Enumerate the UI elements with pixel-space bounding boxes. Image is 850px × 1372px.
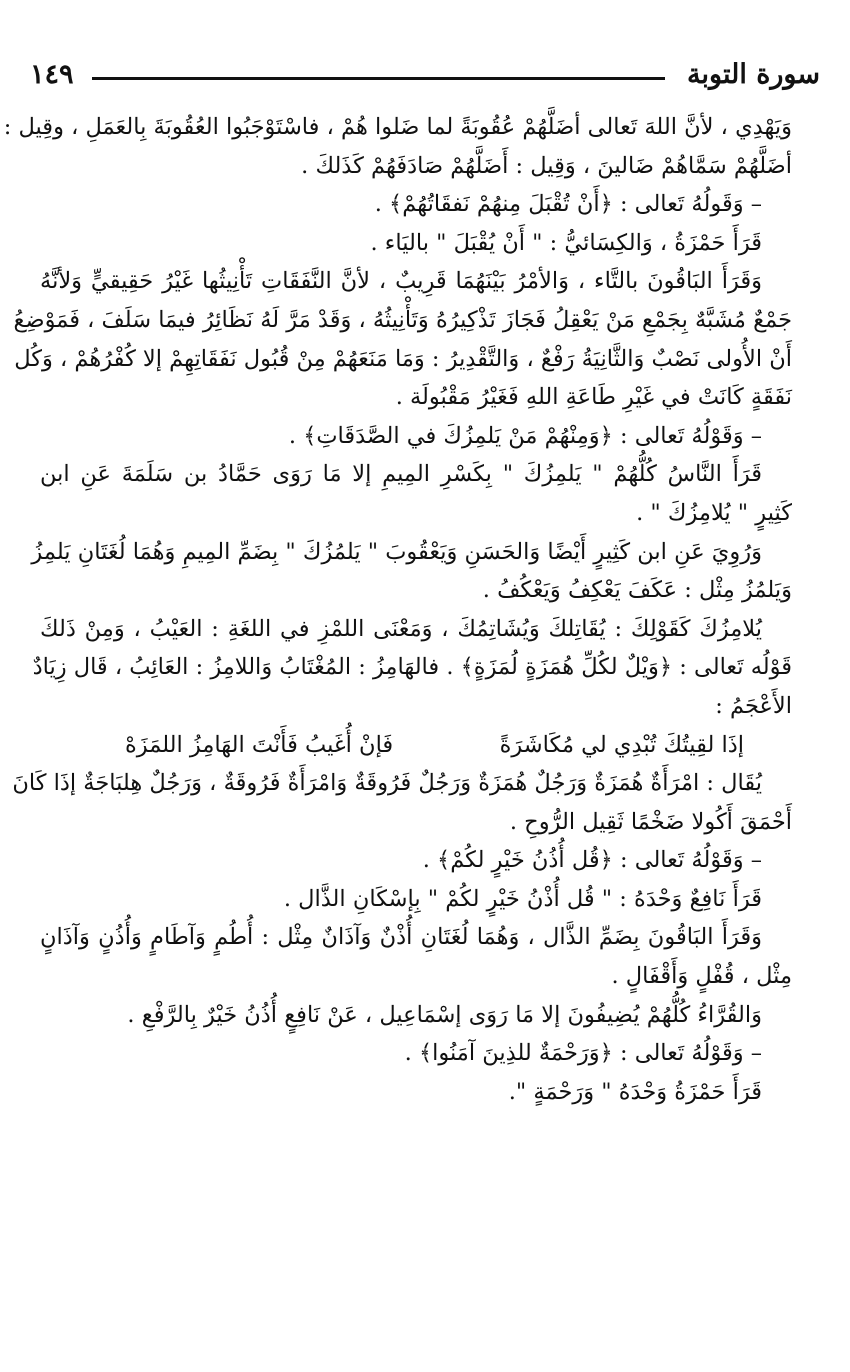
text-line: – وَقَولُهُ تَعالى : ﴿أَنْ تُقْبَلَ مِنهُمْ نَفقَاتُهُمْ﴾ .: [374, 191, 762, 218]
text-line: قَرَأَ حَمْزَةُ وَحْدَهُ " وَرَحْمَةٍ ".: [508, 1078, 762, 1105]
verse-second-hemistich: فَإنْ أُغَيبُ فَأَنْتَ الهَامِزُ اللمَزَهْ: [125, 731, 394, 758]
text-line: وَقَرَأَ البَاقُونَ بِضَمِّ الذَّال ، وَهُمَا لُغَتَانِ أُذْنٌ وَآذَانٌ مِثْل : أُطُمٍ وَآطَامٍ وَأُذُنٍ وَآذَانٍ: [40, 924, 762, 951]
text-line: – وَقَوْلُهُ تَعالى : ﴿قُل أُذُنُ خَيْرٍ لكُمْ﴾ .: [422, 847, 762, 874]
header-rule: [92, 77, 666, 80]
text-line: وَيَهْدِي ، لأنَّ اللهَ تَعالى أضَلَّهُمْ عُقُوبَةً لما ضَلوا هُمْ ، فاسْتَوْجَبُوا العُقُوبَةَ بِالعَمَلِ ، وقِيل :: [3, 114, 792, 140]
page-number: ١٤٩: [30, 58, 74, 90]
text-line: مِثْل ، قُفْلٍ وَأَقْفَالٍ .: [611, 963, 792, 990]
text-line: – وَقَوْلُهُ تَعالى : ﴿وَرَحْمَةٌ للذِينَ آمَنُوا﴾ .: [404, 1040, 762, 1067]
text-line: يُقَال : امْرَأَةٌ هُمَزَةٌ وَرَجُلٌ هُمَزَةٌ وَرَجُلٌ فَرُوقَةٌ وَامْرَأَةٌ فَرُوقَةٌ ، وَرَجُلٌ هِلبَاجَةٌ إذَا كَانَ: [12, 770, 762, 797]
text-line: أَحْمَقَ أَكُولا ضَخْمًا ثَقِيل الرُّوحِ .: [509, 808, 792, 835]
text-line: وَقَرَأَ البَاقُونَ بالتَّاء ، وَالأمْرُ بَيْنَهُمَا قَرِيبٌ ، لأنَّ النَّفَقَاتِ تَأْنِيثُها غَيْرُ حَقِيقيٍّ وَلأنَّهُ: [40, 268, 762, 295]
text-line: قَرَأَ حَمْزَةُ ، وَالكِسَائيُّ : " أَنْ يُقْبَلَ " باليَاء .: [370, 229, 762, 256]
surah-title: سورة التوبة: [687, 58, 820, 90]
text-line: أضَلَّهُمْ سَمَّاهُمْ ضَالينَ ، وَقِيل : أَضَلَّهُمْ صَادَفَهُمْ كَذَلكَ .: [301, 152, 792, 179]
text-line: الأَعْجَمُ :: [715, 692, 792, 719]
text-line: وَرُوِيَ عَنِ ابن كَثِيرٍ أَيْضًا وَالحَسَنِ وَيَعْقُوبَ " يَلمُزُكَ " بِضَمِّ المِيمِ وَهُمَا لُغَتَانِ يَلمِزُ: [31, 538, 762, 565]
poetry-verse: [40, 726, 792, 765]
text-line: كَثِيرٍ " يُلامِزُكَ " .: [636, 499, 792, 526]
text-line: – وَقَوْلُهُ تَعالى : ﴿وَمِنْهُمْ مَنْ يَلمِزُكَ في الصَّدَقَاتِ﴾ .: [288, 422, 762, 449]
running-head: [30, 52, 820, 96]
text-line: نَفَقَةٍ كَانَتْ في غَيْرِ طَاعَةِ اللهِ فَغَيْرُ مَقْبُولَة .: [395, 384, 792, 411]
body-text: [3, 108, 792, 1111]
text-line: جَمْعٌ مُشَبَّهٌ بِجَمْعِ مَنْ يَعْقِلُ فَجَازَ تَذْكِيرُهُ وَتَأْنِيثُهُ ، وَقَدْ مَرَّ لَهُ نَظَائِرُ فيمَا سَلَفَ ، فَمَوْضِعُ: [13, 306, 792, 333]
text-line: قَرَأَ النَّاسُ كُلُّهُمْ " يَلمِزُكَ " بِكَسْرِ المِيمِ إلا مَا رَوَى حَمَّادُ بن سَلَمَةَ عَنِ ابن: [40, 461, 762, 488]
text-line: قَوْلُه تَعالى : ﴿وَيْلٌ لكُلِّ هُمَزَةٍ لُمَزَةٍ﴾ . فالهَامِزُ : المُغْتَابُ وَاللامِزُ : العَائِبُ ، قَال زِيَادٌ: [32, 654, 792, 681]
text-line: وَيَلمُزُ مِثْل : عَكَفَ يَعْكِفُ وَيَعْكُفُ .: [482, 577, 792, 604]
verse-first-hemistich: إذَا لقِيتُكَ تُبْدِي لي مُكَاشَرَةً: [499, 731, 744, 758]
text-line: قَرَأَ نَافِعٌ وَحْدَهُ : " قُل أُذْنُ خَيْرٍ لكُمْ " بِإسْكَانِ الذَّال .: [283, 885, 762, 912]
text-line: أَنْ الأُولى نَصْبٌ وَالثَّانِيَةُ رَفْعٌ ، وَالتَّقْدِيرُ : وَمَا مَنَعَهُمْ مِنْ قُبُول نَفَقَاتِهِمْ إلا كُفْرُهُمْ ، وَكُل: [14, 345, 792, 372]
text-line: وَالقُرَّاءُ كُلُّهُمْ يُضِيفُونَ إلا مَا رَوَى إسْمَاعِيل ، عَنْ نَافِعٍ أُذُنُ خَيْرٌ بِالرَّفْعِ .: [127, 1001, 762, 1028]
text-line: يُلامِزُكَ كَقَوْلِكَ : يُقَاتِلكَ وَيُشَاتِمُكَ ، وَمَعْنَى اللمْزِ في اللغَةِ : العَيْبُ ، وَمِنْ ذَلكَ: [40, 615, 762, 642]
